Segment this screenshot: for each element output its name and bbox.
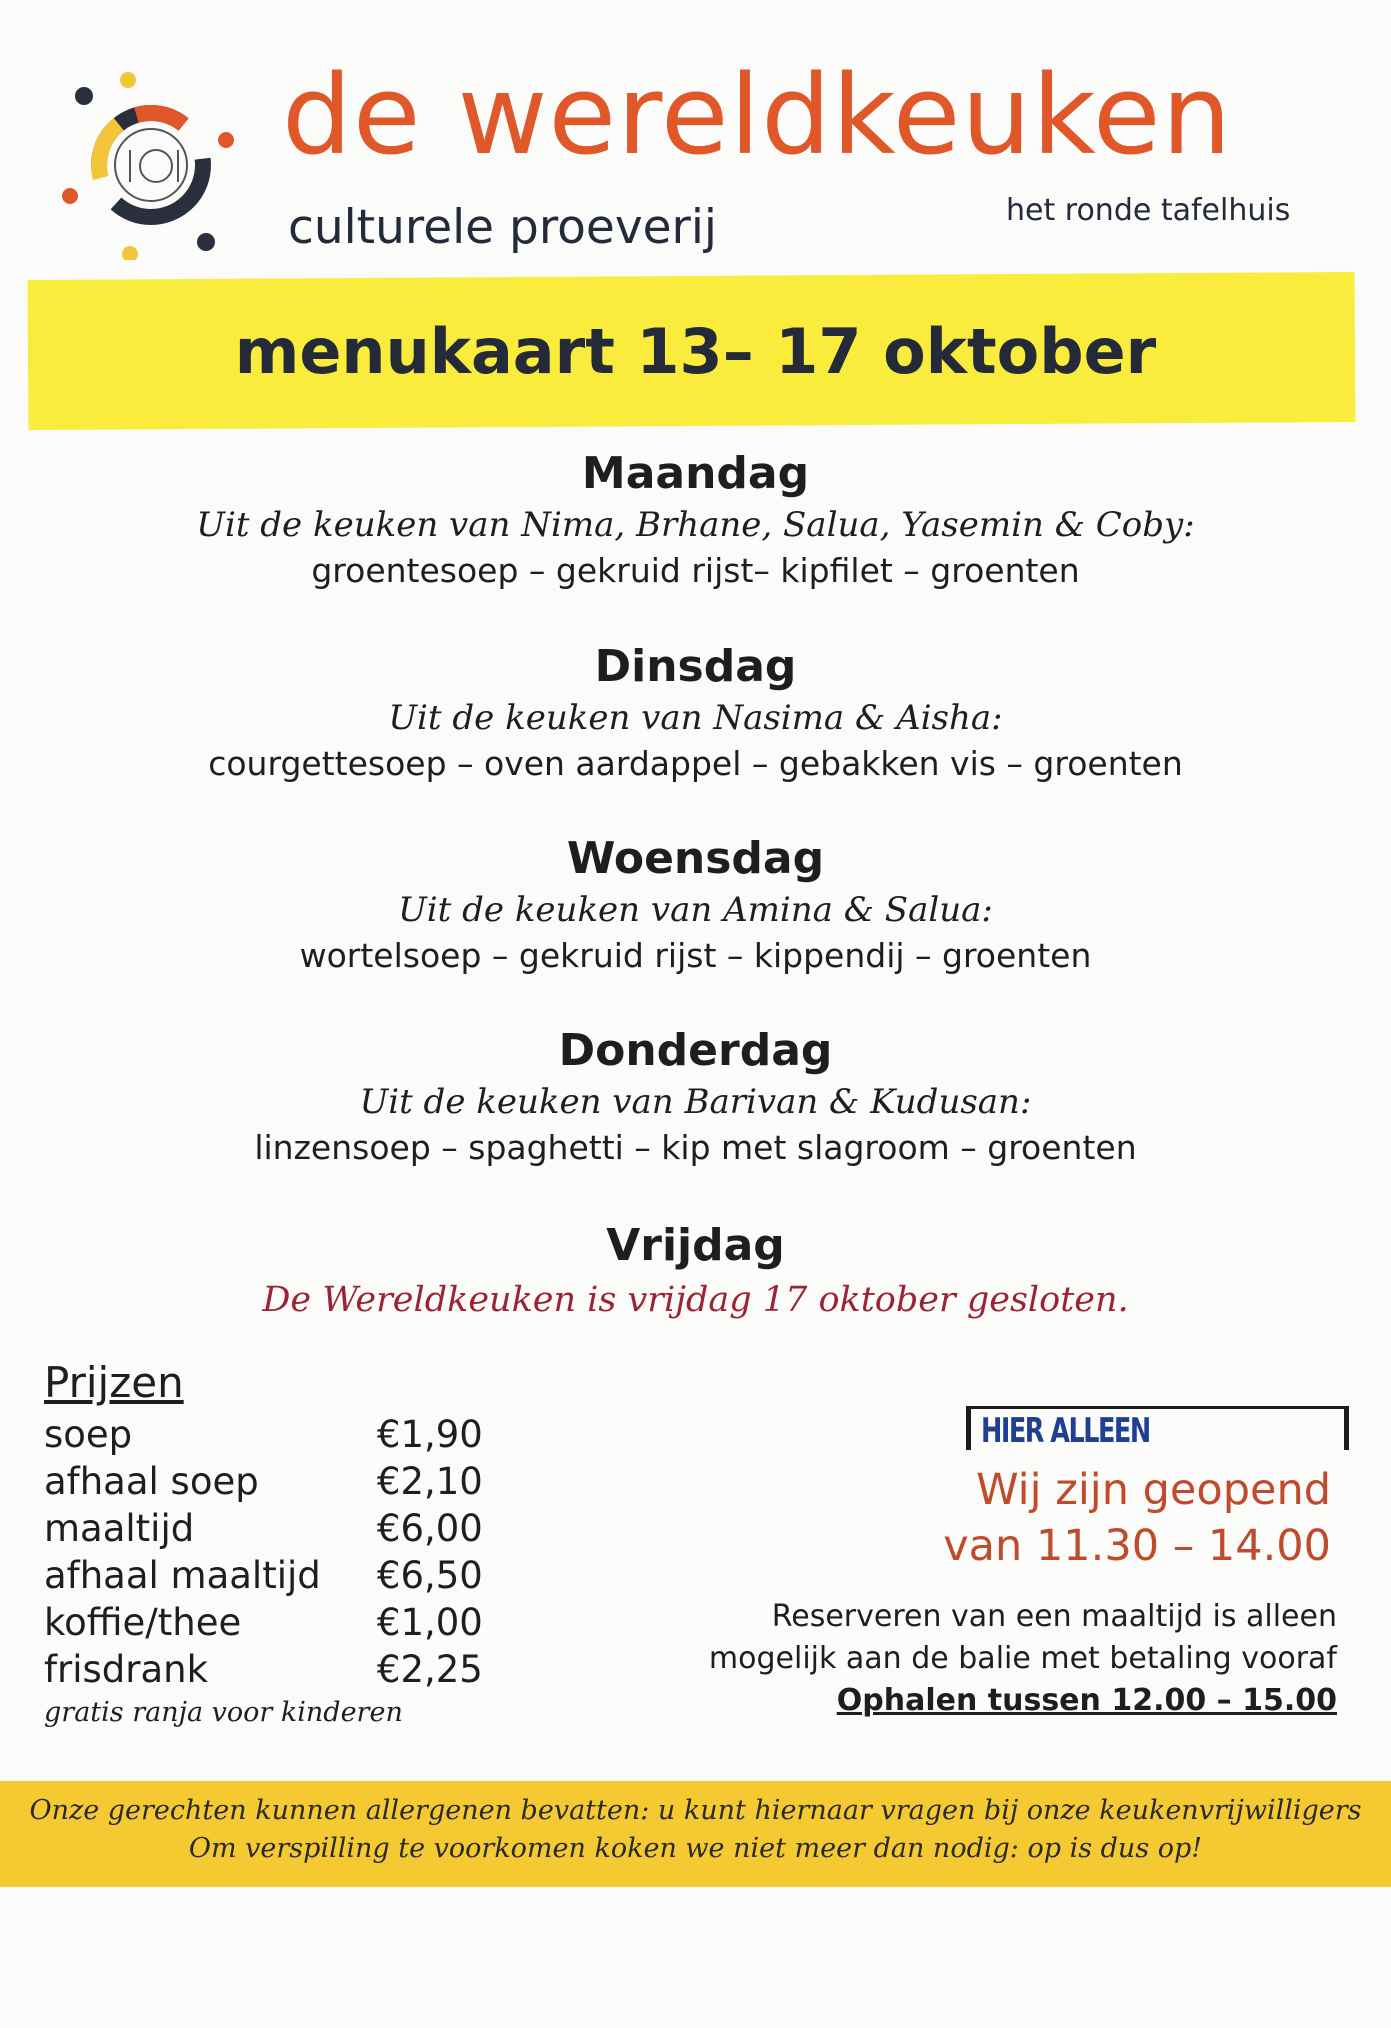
price-label: koffie/thee (44, 1601, 242, 1644)
day-monday (0, 450, 1391, 591)
day-cooks: Uit de keuken van Amina & Salua: (398, 890, 993, 931)
reservation-info (709, 1596, 1337, 1722)
waste-notice: Om verspilling te voorkomen koken we niet meer dan nodig: op is dus op! (188, 1833, 1203, 1864)
day-thursday (0, 1027, 1391, 1168)
prices-note: gratis ranja voor kinderen (44, 1697, 403, 1728)
day-menu: courgettesoep – oven aardappel – gebakken vis – groenten (208, 744, 1183, 784)
price-label: frisdrank (44, 1648, 209, 1691)
day-name: Woensdag (566, 833, 825, 884)
allergen-notice: Onze gerechten kunnen allergenen bevatten: u kunt hiernaar vragen bij onze keukenvrijwilligers (29, 1795, 1362, 1826)
prices-title: Prijzen (44, 1358, 184, 1407)
price-value: €2,25 (376, 1648, 483, 1691)
hier-alleen-stamp (966, 1406, 1349, 1450)
day-friday (0, 1222, 1391, 1320)
menu-title: menukaart 13– 17 oktober (234, 315, 1157, 388)
price-label: afhaal maaltijd (44, 1554, 321, 1597)
opening-times: van 11.30 – 14.00 (943, 1521, 1331, 1571)
opening-hours (943, 1462, 1331, 1574)
price-row (44, 1646, 514, 1693)
day-cooks: Uit de keuken van Nima, Brhane, Salua, Yasemin & Coby: (196, 505, 1195, 546)
stamp-text: HIER ALLEEN (981, 1411, 1150, 1451)
day-menu: linzensoep – spaghetti – kip met slagroom – groenten (254, 1128, 1137, 1168)
wereldkeuken-logo (56, 70, 246, 260)
price-label: afhaal soep (44, 1460, 259, 1503)
day-name: Dinsdag (594, 641, 797, 692)
price-value: €2,10 (376, 1460, 483, 1503)
price-row (44, 1505, 514, 1552)
price-value: €1,90 (376, 1413, 483, 1456)
price-row (44, 1552, 514, 1599)
price-label: soep (44, 1413, 133, 1456)
price-row (44, 1599, 514, 1646)
price-value: €6,00 (376, 1507, 483, 1550)
price-value: €1,00 (376, 1601, 483, 1644)
day-cooks: Uit de keuken van Barivan & Kudusan: (359, 1082, 1032, 1123)
price-list (44, 1358, 514, 1728)
price-row (44, 1411, 514, 1458)
closed-notice: De Wereldkeuken is vrijdag 17 oktober gesloten. (262, 1280, 1129, 1321)
day-name: Donderdag (558, 1025, 833, 1076)
reserve-line: mogelijk aan de balie met betaling vooraf (708, 1641, 1337, 1676)
day-name: Vrijdag (606, 1220, 785, 1271)
day-menu: groentesoep – gekruid rijst– kipfilet – groenten (311, 551, 1080, 591)
day-name: Maandag (581, 448, 810, 499)
day-tuesday (0, 643, 1391, 784)
price-label: maaltijd (44, 1507, 195, 1550)
price-value: €6,50 (376, 1554, 483, 1597)
footer-notice (0, 1792, 1391, 1868)
price-row (44, 1458, 514, 1505)
day-cooks: Uit de keuken van Nasima & Aisha: (388, 698, 1003, 739)
day-wednesday (0, 835, 1391, 976)
reserve-line: Reserveren van een maaltijd is alleen (771, 1599, 1337, 1634)
pickup-times: Ophalen tussen 12.00 – 15.00 (836, 1683, 1337, 1718)
brand-subtitle: culturele proeverij (288, 200, 717, 255)
brand-tagline: het ronde tafelhuis (1006, 193, 1291, 228)
opening-line: Wij zijn geopend (976, 1465, 1331, 1515)
brand-title: de wereldkeuken (282, 51, 1233, 179)
day-menu: wortelsoep – gekruid rijst – kippendij – groenten (299, 936, 1092, 976)
